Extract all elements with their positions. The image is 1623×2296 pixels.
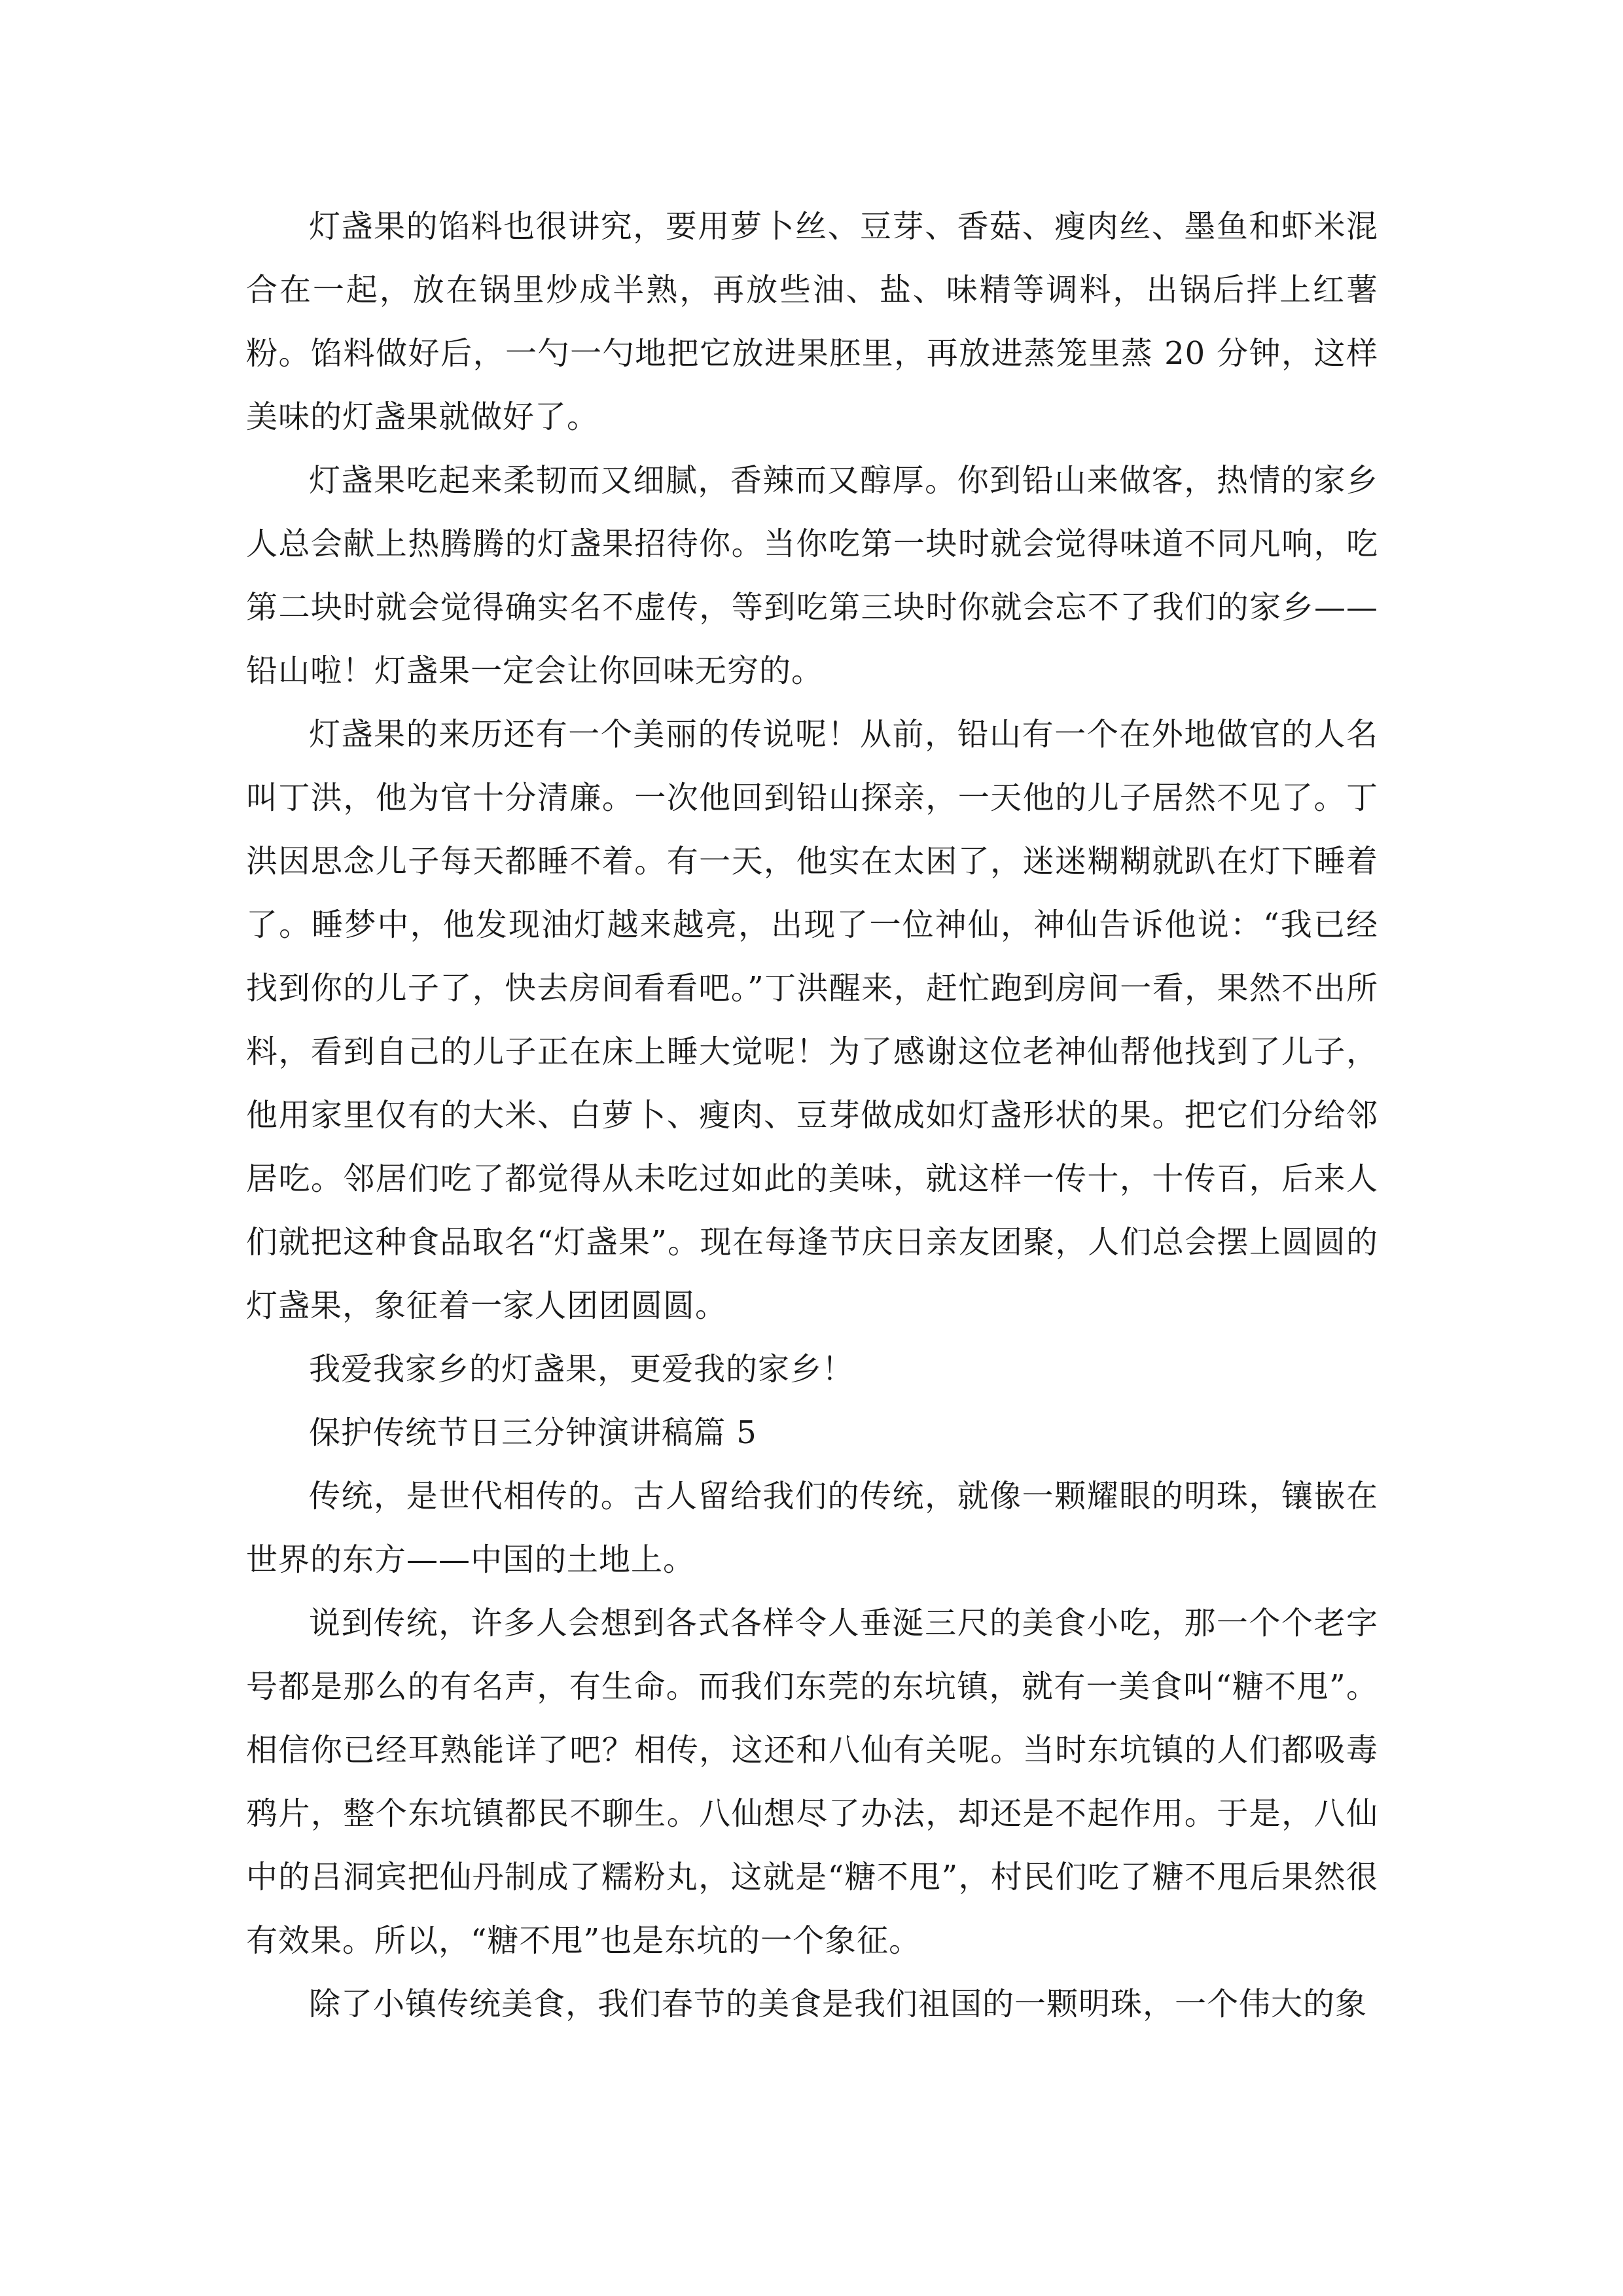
paragraph-tradition-intro: 传统，是世代相传的。古人留给我们的传统，就像一颗耀眼的明珠，镶嵌在世界的东方——中国的土地上。 xyxy=(246,1478,1378,1578)
section-heading: 保护传统节日三分钟演讲稿篇 5 xyxy=(309,1414,757,1451)
paragraph-taste: 灯盏果吃起来柔韧而又细腻，香辣而又醇厚。你到铅山来做客，热情的家乡人总会献上热腾腾的灯盏果招待你。当你吃第一块时就会觉得味道不同凡响，吃第二块时就会觉得确实名不虚传，等到吃第三块时你就会忘不了我们的家乡——铅山啦！灯盏果一定会让你回味无穷的。 xyxy=(246,462,1378,689)
paragraph-tangbushuai: 说到传统，许多人会想到各式各样令人垂涎三尺的美食小吃，那一个个老字号都是那么的有名声，有生命。而我们东莞的东坑镇，就有一美食叫“糖不甩”。相信你已经耳熟能详了吧？相传，这还和八仙有关呢。当时东坑镇的人们都吸毒鸦片，整个东坑镇都民不聊生。八仙想尽了办法，却还是不起作用。于是，八仙中的吕洞宾把仙丹制成了糯粉丸，这就是“糖不甩”，村民们吃了糖不甩后果然很有效果。所以，“糖不甩”也是东坑的一个象征。 xyxy=(246,1605,1378,1959)
paragraph-conclusion: 我爱我家乡的灯盏果，更爱我的家乡！ xyxy=(309,1351,855,1388)
paragraph-filling: 灯盏果的馅料也很讲究，要用萝卜丝、豆芽、香菇、瘦肉丝、墨鱼和虾米混合在一起，放在锅里炒成半熟，再放些油、盐、味精等调料，出锅后拌上红薯粉。馅料做好后，一勺一勺地把它放进果胚里，再放进蒸笼里蒸 20 分钟，这样美味的灯盏果就做好了。 xyxy=(246,208,1378,435)
document-body xyxy=(246,195,1378,2036)
paragraph-legend: 灯盏果的来历还有一个美丽的传说呢！从前，铅山有一个在外地做官的人名叫丁洪，他为官十分清廉。一次他回到铅山探亲，一天他的儿子居然不见了。丁洪因思念儿子每天都睡不着。有一天，他实在太困了，迷迷糊糊就趴在灯下睡着了。睡梦中，他发现油灯越来越亮，出现了一位神仙，神仙告诉他说：“我已经找到你的儿子了，快去房间看看吧。”丁洪醒来，赶忙跑到房间一看，果然不出所料，看到自己的儿子正在床上睡大觉呢！为了感谢这位老神仙帮他找到了儿子，他用家里仅有的大米、白萝卜、瘦肉、豆芽做成如灯盏形状的果。把它们分给邻居吃。邻居们吃了都觉得从未吃过如此的美味，就这样一传十，十传百，后来人们就把这种食品取名“灯盏果”。现在每逢节庆日亲友团聚，人们总会摆上圆圆的灯盏果，象征着一家人团团圆圆。 xyxy=(246,716,1378,1324)
paragraph-spring-festival: 除了小镇传统美食，我们春节的美食是我们祖国的一颗明珠，一个伟大的象 xyxy=(309,1986,1368,2022)
